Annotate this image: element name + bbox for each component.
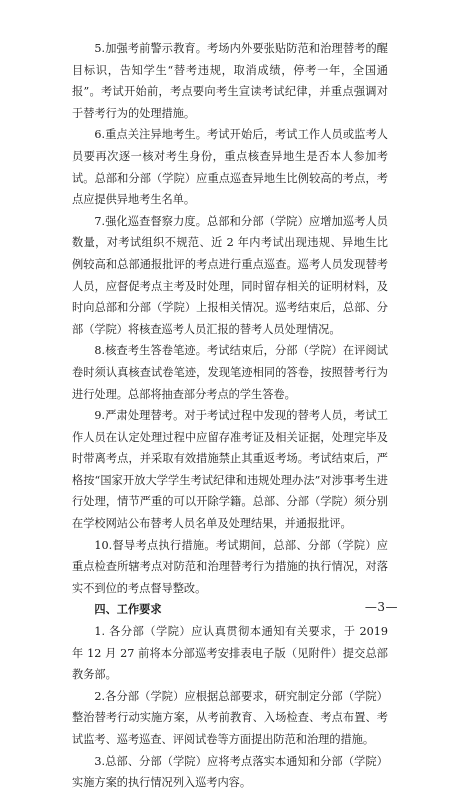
- section-heading: 四、工作要求: [94, 603, 162, 617]
- page-number: —3—: [364, 600, 398, 614]
- paragraph-requirement-3: 3.总部、分部（学院）应将考点落实本通知和分部（学院）实施方案的执行情况列入巡考内容。: [72, 754, 388, 790]
- paragraph-warning-education: 5.加强考前警示教育。考场内外要张贴防范和治理替考的醒目标识，告知学生“替考违规，取消成绩，停考一年，全国通报”。考试开始前，考点要向考生宣读考试纪律，并重点强调对于替考行为的处理措施。: [72, 42, 388, 120]
- paragraph-requirement-2: 2.各分部（学院）应根据总部要求，研究制定分部（学院）整治替考行动实施方案，从考前教育、入场检查、考点布置、考试监考、巡考巡查、评阅试卷等方面提出防范和治理的措施。: [72, 689, 388, 746]
- paragraph-inspection-strength: 7.强化巡查督察力度。总部和分部（学院）应增加巡考人员数量，对考试组织不规范、近 2 年内考试出现违规、异地生比例较高和总部通报批评的考点进行重点巡查。巡考人员发现替考人员，应督促考点主考及时处理，同时留存相关的证明材料，及时向总部和分部（学院）上报相关情况。巡考结束后，总部、分部（学院）将核查巡考人员汇报的替考人员处理情况。: [72, 214, 388, 336]
- paragraph-handwriting-check: 8.核查考生答卷笔迹。考试结束后，分部（学院）在评阅试卷时须认真核查试卷笔迹，发现笔迹相同的答卷，按照替考行为进行处理。总部将抽查部分考点的学生答卷。: [72, 344, 388, 401]
- body-text: [72, 38, 388, 794]
- paragraph-strict-handling: 9.严肃处理替考。对于考试过程中发现的替考人员，考试工作人员在认定处理过程中应留存准考证及相关证据，处理完毕及时带离考点，并采取有效措施禁止其重返考场。考试结束后，严格按“国家开放大学学生考试纪律和违规处理办法”对涉事考生进行处理，情节严重的可以开除学籍。总部、分部（学院）须分别在学校网站公布替考人员名单及处理结果，并通报批评。: [72, 409, 388, 531]
- paragraph-remote-candidates: 6.重点关注异地考生。考试开始后，考试工作人员或监考人员要再次逐一核对考生身份，重点核查异地生是否本人参加考试。总部和分部（学院）应重点巡查异地生比例较高的考点，考点应提供异地考生名单。: [72, 128, 388, 207]
- paragraph-supervise-execution: 10.督导考点执行措施。考试期间，总部、分部（学院）应重点检查所辖考点对防范和治理替考行为措施的执行情况，对落实不到位的考点督导整改。: [72, 538, 388, 595]
- paragraph-requirement-1: 1. 各分部（学院）应认真贯彻本通知有关要求，于 2019 年 12 月 27 前将本分部巡考安排表电子版（见附件）提交总部教务部。: [72, 625, 388, 682]
